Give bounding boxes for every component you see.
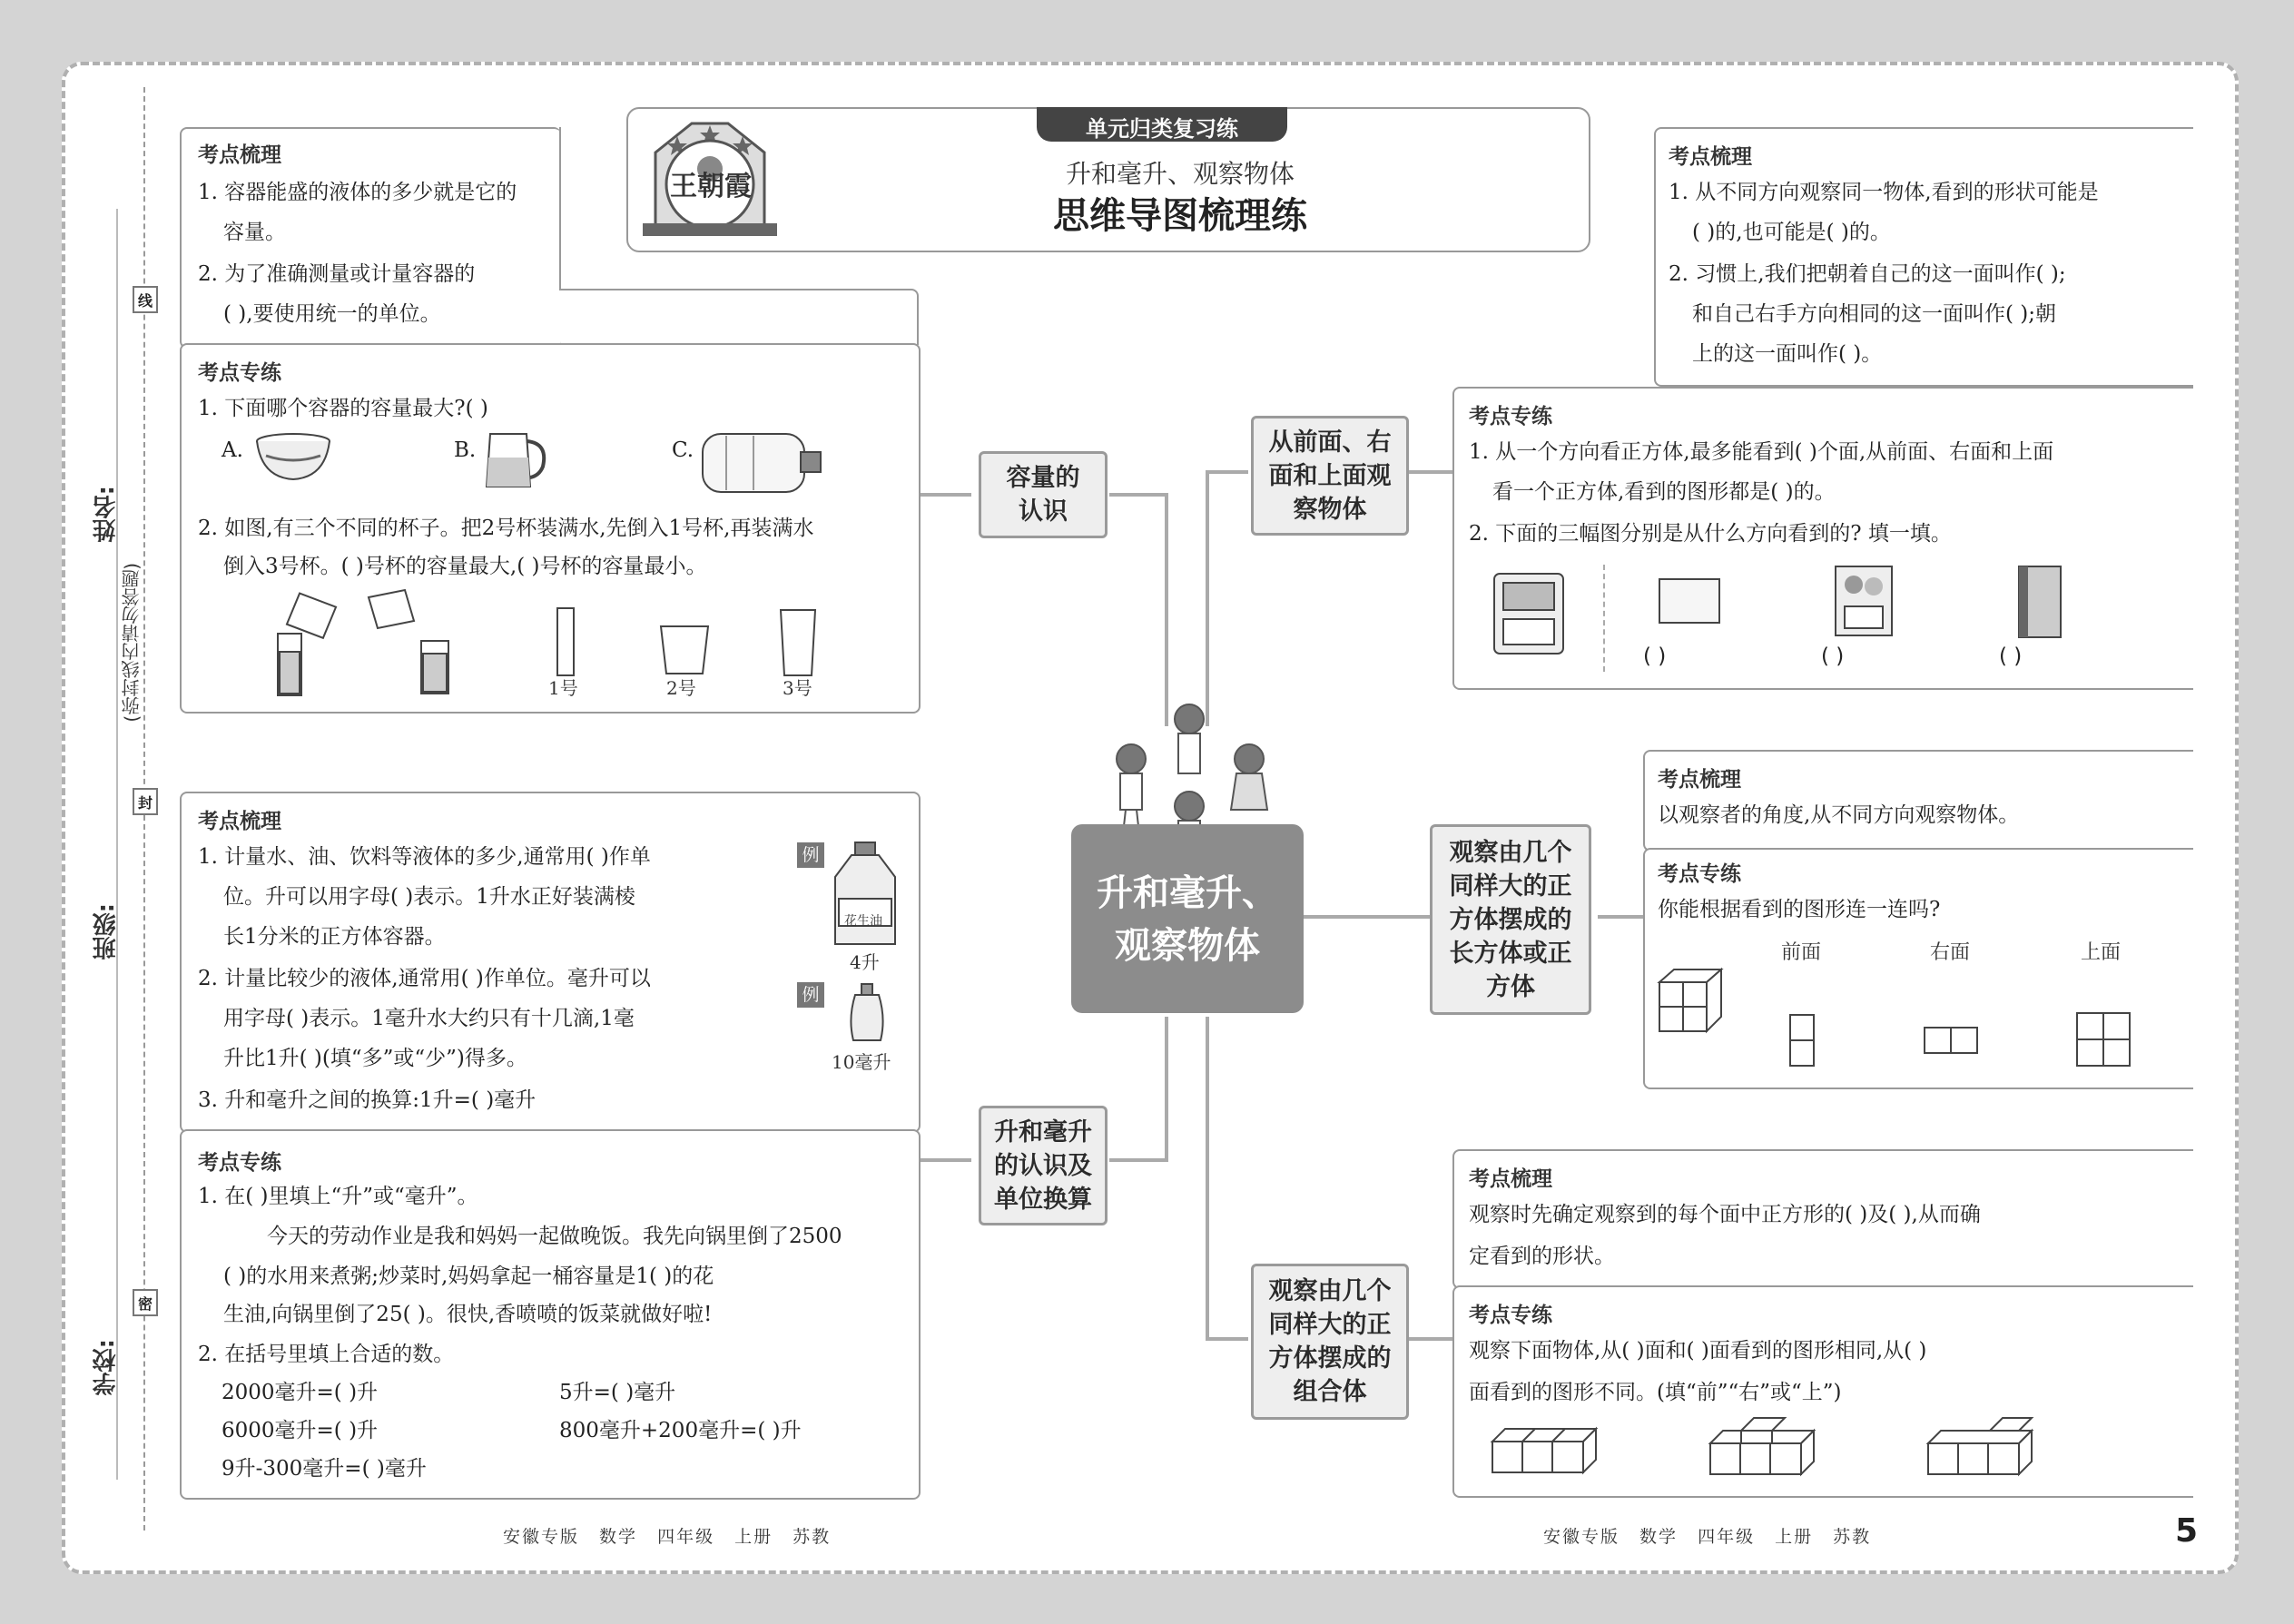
name-label: 姓名:: [93, 486, 120, 543]
box-capacity-summary-edge: [559, 127, 561, 290]
pouring-cups-image: [269, 588, 459, 697]
oil-bottle-image: [830, 841, 901, 950]
capacity-summary-line: 容量。: [223, 221, 286, 244]
liter-practice-line: 今天的劳动作业是我和妈妈一起做晚饭。我先向锅里倒了2500: [267, 1225, 842, 1248]
conversion-item: 2000毫升=( )升: [222, 1381, 379, 1404]
page-number: 5: [2175, 1512, 2199, 1550]
capacity-q2-line2: 倒入3号杯。( )号杯的容量最大,( )号杯的容量最小。: [223, 555, 707, 578]
combo-summary-line: 定看到的形状。: [1469, 1245, 1615, 1268]
combo-practice-line: 观察下面物体,从( )面和( )面看到的图形相同,从( ): [1469, 1339, 1927, 1363]
liter-summary-line: 位。升可以用字母( )表示。1升水正好装满棱: [223, 885, 635, 909]
stamp-line: 线: [133, 286, 158, 313]
side-view-image: [2015, 563, 2064, 641]
combo-practice-title: 考点专练: [1469, 1304, 1552, 1327]
header-subtitle: 升和毫升、观察物体: [1065, 159, 1295, 189]
top-view-image: [1656, 576, 1723, 626]
capacity-q2-line1: 2. 如图,有三个不同的杯子。把2号杯装满水,先倒入1号杯,再装满水: [198, 517, 814, 540]
example-badge-1: 例: [797, 842, 824, 868]
example-1-caption: 4升: [850, 951, 880, 973]
liter-summary-line: 3. 升和毫升之间的换算:1升=( )毫升: [198, 1088, 537, 1112]
cuboid-practice-line: 你能根据看到的图形连一连吗?: [1658, 898, 1941, 921]
views-practice-line: 看一个正方体,看到的图形都是( )的。: [1492, 480, 1836, 504]
liter-summary-line: 2. 计量比较少的液体,通常用( )作单位。毫升可以: [198, 967, 651, 990]
view-label-right: 右面: [1930, 941, 1971, 964]
liter-summary-title: 考点梳理: [198, 810, 281, 833]
oil-bottle-label: 花生油: [844, 914, 882, 929]
cup-1-label: 1号: [548, 677, 578, 699]
branch-front-view: 从前面、右面和上面观察物体: [1251, 416, 1409, 536]
footer-left: 安徽专版 数学 四年级 上册 苏教: [503, 1527, 832, 1547]
answer-blank-3[interactable]: ( ): [1999, 645, 2023, 668]
branch-capacity: 容量的认识: [979, 451, 1108, 538]
shape-horizontal-two: [1923, 1026, 1979, 1055]
seal-notice: (弥封线内请勿答题): [121, 563, 143, 723]
header-title: 思维导图梳理练: [1053, 195, 1307, 237]
cup-3: [777, 606, 819, 679]
option-c-label: C.: [672, 438, 694, 462]
cup-3-label: 3号: [783, 677, 812, 699]
bowl-image: [252, 430, 334, 485]
cube-l-shape-image: [1707, 1416, 1819, 1478]
capacity-summary-title: 考点梳理: [198, 143, 281, 167]
combo-summary-line: 观察时先确定观察到的每个面中正方形的( )及( ),从而确: [1469, 1203, 1981, 1226]
view-label-front: 前面: [1781, 941, 1822, 964]
cuboid-summary-title: 考点梳理: [1658, 768, 1741, 792]
example-2-caption: 10毫升: [832, 1051, 891, 1073]
piggy-bank-image: [1491, 570, 1567, 657]
branch-cuboid: 观察由几个同样大的正方体摆成的长方体或正方体: [1430, 824, 1591, 1015]
views-summary-line: 上的这一面叫作( )。: [1692, 342, 1883, 366]
footer-right: 安徽专版 数学 四年级 上册 苏教: [1543, 1527, 1872, 1547]
views-summary-title: 考点梳理: [1669, 145, 1752, 169]
water-jug-image: [699, 430, 826, 496]
shape-vertical-two: [1788, 1013, 1816, 1068]
views-practice-line: 1. 从一个方向看正方体,最多能看到( )个面,从前面、右面和上面: [1469, 440, 2054, 464]
box-capacity-summary-tab: [559, 289, 919, 345]
school-label: 学校:: [93, 1339, 120, 1396]
cube-row-image: [1489, 1422, 1601, 1476]
header-badge-text: 单元归类复习练: [1086, 116, 1238, 142]
stamp-close: 密: [133, 1289, 158, 1316]
liter-practice-line: ( )的水用来煮粥;炒菜时,妈妈拿起一桶容量是1( )的花: [223, 1265, 714, 1288]
conversion-item: 6000毫升=( )升: [222, 1419, 379, 1442]
capacity-summary-line: ( ),要使用统一的单位。: [223, 302, 441, 326]
capacity-practice-title: 考点专练: [198, 361, 281, 385]
capacity-q1: 1. 下面哪个容器的容量最大?( ): [198, 397, 488, 420]
views-summary-line: 和自己右手方向相同的这一面叫作( );朝: [1692, 302, 2057, 326]
conversion-item: 800毫升+200毫升=( )升: [559, 1419, 802, 1442]
liter-practice-line: 1. 在( )里填上“升”或“毫升”。: [198, 1185, 478, 1208]
liter-practice-line: 2. 在括号里填上合适的数。: [198, 1343, 455, 1366]
small-bottle-image: [846, 982, 888, 1044]
views-summary-line: 1. 从不同方向观察同一物体,看到的形状可能是: [1669, 181, 2099, 204]
liter-summary-line: 用字母( )表示。1毫升水大约只有十几滴,1毫: [223, 1007, 635, 1030]
option-b-label: B.: [454, 438, 477, 462]
capacity-summary-line: 1. 容器能盛的液体的多少就是它的: [198, 181, 517, 204]
conversion-item: 5升=( )毫升: [559, 1381, 676, 1404]
branch-combo: 观察由几个同样大的正方体摆成的组合体: [1251, 1264, 1409, 1420]
cup-2: [657, 623, 712, 677]
conversion-item: 9升-300毫升=( )毫升: [222, 1457, 427, 1481]
logo-text: 王朝霞: [670, 171, 752, 202]
answer-blank-1[interactable]: ( ): [1643, 645, 1667, 668]
class-label: 班级:: [93, 903, 120, 960]
shape-square-four: [2075, 1011, 2132, 1068]
center-title: 升和毫升、观察物体: [1097, 872, 1278, 967]
answer-blank-2[interactable]: ( ): [1821, 645, 1845, 668]
cup-2-label: 2号: [666, 677, 696, 699]
cup-1: [552, 606, 579, 679]
front-view-image: [1832, 563, 1895, 639]
divider-dashed: [1603, 565, 1605, 672]
branch-liter: 升和毫升的认识及单位换算: [979, 1106, 1108, 1225]
combo-practice-line: 面看到的图形不同。(填“前”“右”或“上”): [1469, 1381, 1842, 1404]
combo-summary-title: 考点梳理: [1469, 1167, 1552, 1191]
liter-summary-line: 长1分米的正方体容器。: [223, 925, 446, 949]
liter-summary-line: 1. 计量水、油、饮料等液体的多少,通常用( )作单: [198, 845, 651, 869]
views-practice-title: 考点专练: [1469, 405, 1552, 428]
liter-practice-line: 生油,向锅里倒了25( )。很快,香喷喷的饭菜就做好啦!: [223, 1303, 713, 1326]
liter-practice-title: 考点专练: [198, 1151, 281, 1175]
cube-stack-image: [1656, 966, 1725, 1037]
jug-image: [479, 427, 552, 492]
liter-summary-line: 升比1升( )(填“多”或“少”)得多。: [223, 1047, 527, 1070]
option-a-label: A.: [222, 438, 243, 462]
example-badge-2: 例: [797, 982, 824, 1008]
cuboid-summary-line: 以观察者的角度,从不同方向观察物体。: [1658, 803, 2020, 827]
views-practice-line: 2. 下面的三幅图分别是从什么方向看到的? 填一填。: [1469, 522, 1952, 546]
cube-step-image: [1925, 1416, 2037, 1478]
cuboid-practice-title: 考点专练: [1658, 862, 1741, 886]
stamp-seal: 封: [133, 788, 158, 815]
view-label-top: 上面: [2081, 941, 2122, 964]
capacity-summary-line: 2. 为了准确测量或计量容器的: [198, 262, 476, 286]
views-summary-line: 2. 习惯上,我们把朝着自己的这一面叫作( );: [1669, 262, 2066, 286]
views-summary-line: ( )的,也可能是( )的。: [1692, 221, 1891, 244]
